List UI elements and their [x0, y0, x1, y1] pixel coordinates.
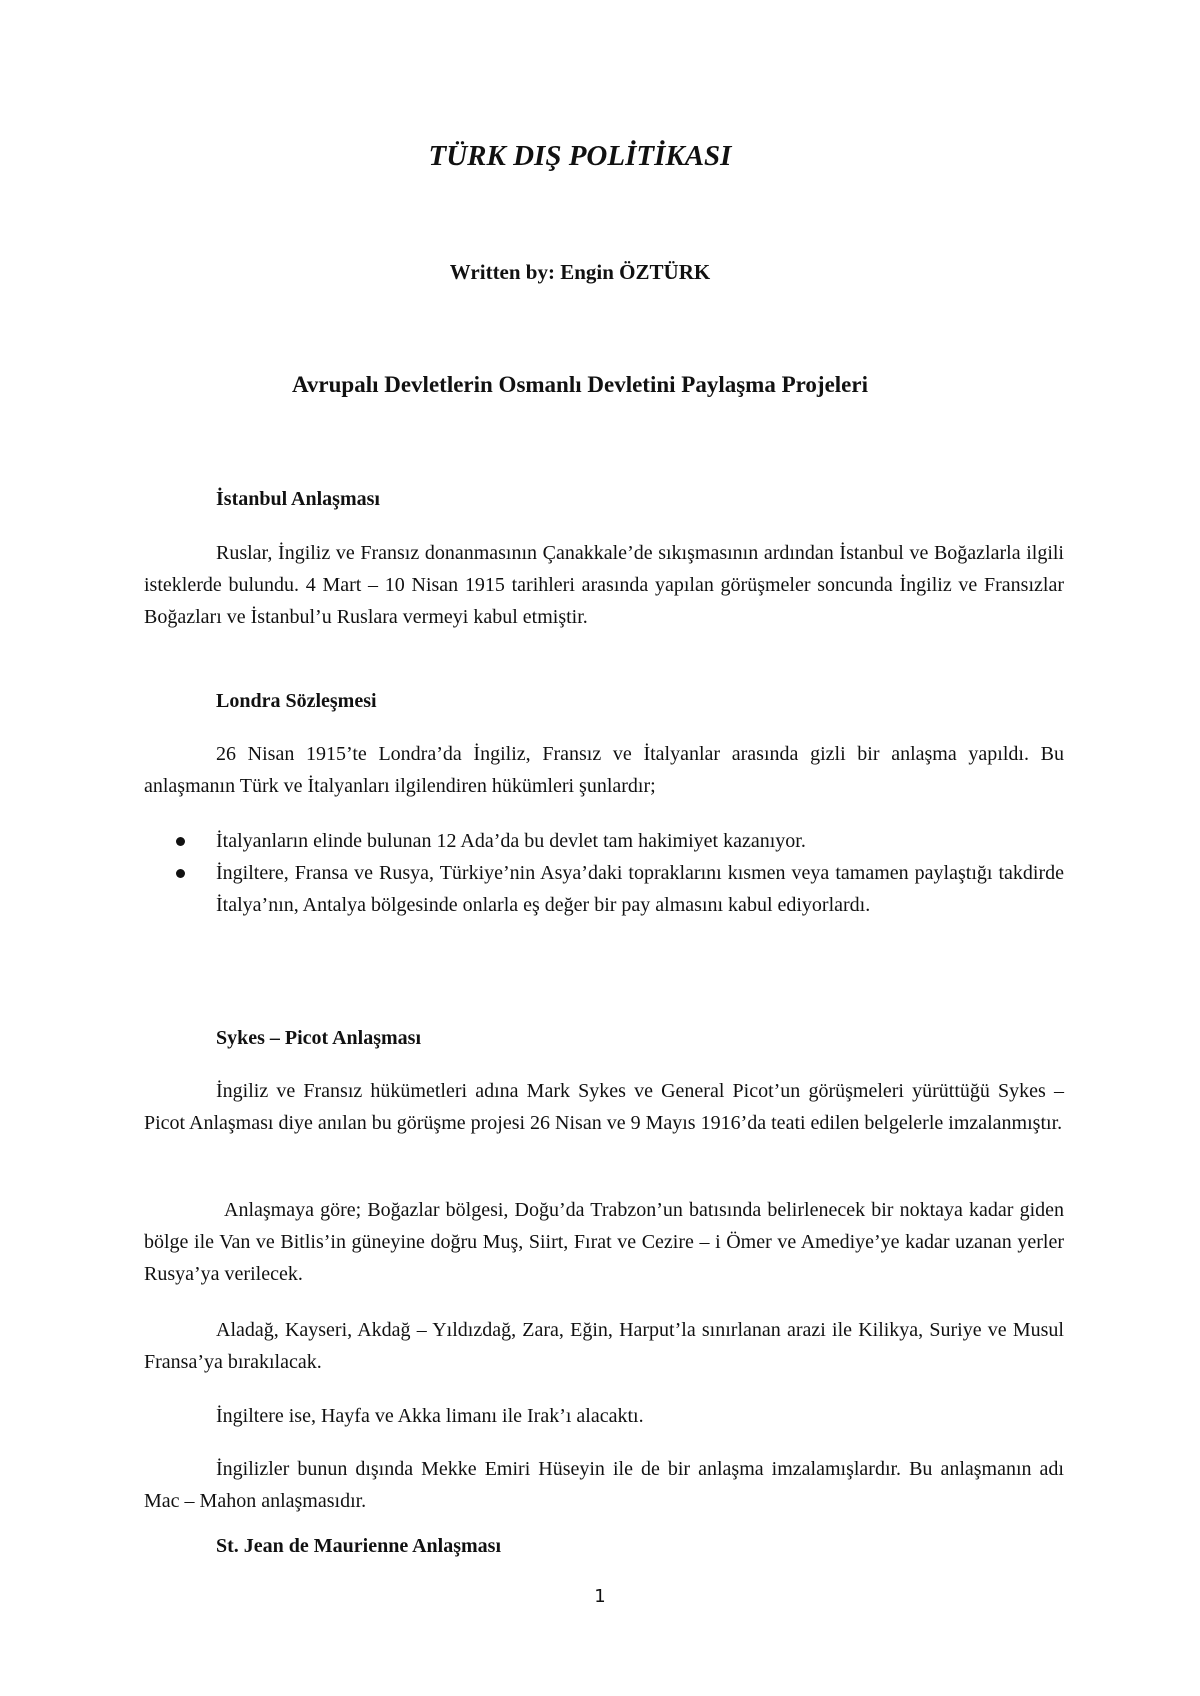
paragraph-sykes-3: Aladağ, Kayseri, Akdağ – Yıldızdağ, Zara, Eğin, Harput’la sınırlanan arazi ile Kilikya, Suriye ve Musul Fransa’ya bırakılacak. — [144, 1319, 1064, 1373]
section-heading-istanbul: İstanbul Anlaşması — [216, 488, 380, 510]
list-item — [144, 825, 1064, 857]
paragraph-sykes-5: İngilizler bunun dışında Mekke Emiri Hüseyin ile de bir anlaşma imzalamışlardır. Bu anlaşmanın adı Mac – Mahon anlaşmasıdır. — [144, 1458, 1064, 1512]
paragraph-sykes-2: Anlaşmaya göre; Boğazlar bölgesi, Doğu’da Trabzon’un batısında belirlenecek bir noktaya kadar giden bölge ile Van ve Bitlis’in güneyine doğru Muş, Siirt, Fırat ve Cezire – i Ömer ve Amediye’ye kadar uzanan yerler Rusya’ya verilecek. — [144, 1199, 1064, 1285]
section-heading-stjean: St. Jean de Maurienne Anlaşması — [216, 1535, 502, 1557]
author-line: Written by: Engin ÖZTÜRK — [449, 260, 711, 284]
paragraph-sykes-1: İngiliz ve Fransız hükümetleri adına Mark Sykes ve General Picot’un görüşmeleri yürüttüğü Sykes – Picot Anlaşması diye anılan bu görüşme projesi 26 Nisan ve 9 Mayıs 1916’da teati edilen belgelerle imzalanmıştır. — [144, 1080, 1064, 1134]
list-item-text: İngiltere, Fransa ve Rusya, Türkiye’nin Asya’daki topraklarını kısmen veya tamamen paylaştığı takdirde İtalya’nın, Antalya bölgesinde onlarla eş değer bir pay almasını kabul ediyorlardı. — [216, 862, 1064, 916]
section-heading-sykes: Sykes – Picot Anlaşması — [216, 1027, 422, 1049]
list-item-text: İtalyanların elinde bulunan 12 Ada’da bu devlet tam hakimiyet kazanıyor. — [216, 830, 806, 852]
list-item — [144, 857, 1064, 921]
page-number: 1 — [594, 1586, 606, 1607]
paragraph-sykes-4: İngiltere ise, Hayfa ve Akka limanı ile Irak’ı alacaktı. — [216, 1405, 644, 1427]
bullet-list-londra — [144, 825, 1064, 921]
section-heading-londra: Londra Sözleşmesi — [216, 690, 377, 712]
document-title: TÜRK DIŞ POLİTİKASI — [428, 140, 732, 172]
document-subtitle: Avrupalı Devletlerin Osmanlı Devletini Paylaşma Projeleri — [292, 372, 868, 397]
bullet-icon — [176, 869, 185, 878]
paragraph-istanbul: Ruslar, İngiliz ve Fransız donanmasının Çanakkale’de sıkışmasının ardından İstanbul ve Boğazlarla ilgili isteklerde bulundu. 4 Mart – 10 Nisan 1915 tarihleri arasında yapılan görüşmeler soncunda İngiliz ve Fransızlar Boğazları ve İstanbul’u Ruslara vermeyi kabul etmiştir. — [144, 542, 1064, 628]
bullet-icon — [176, 837, 185, 846]
paragraph-londra: 26 Nisan 1915’te Londra’da İngiliz, Fransız ve İtalyanlar arasında gizli bir anlaşma yapıldı. Bu anlaşmanın Türk ve İtalyanları ilgilendiren hükümleri şunlardır; — [144, 743, 1064, 797]
